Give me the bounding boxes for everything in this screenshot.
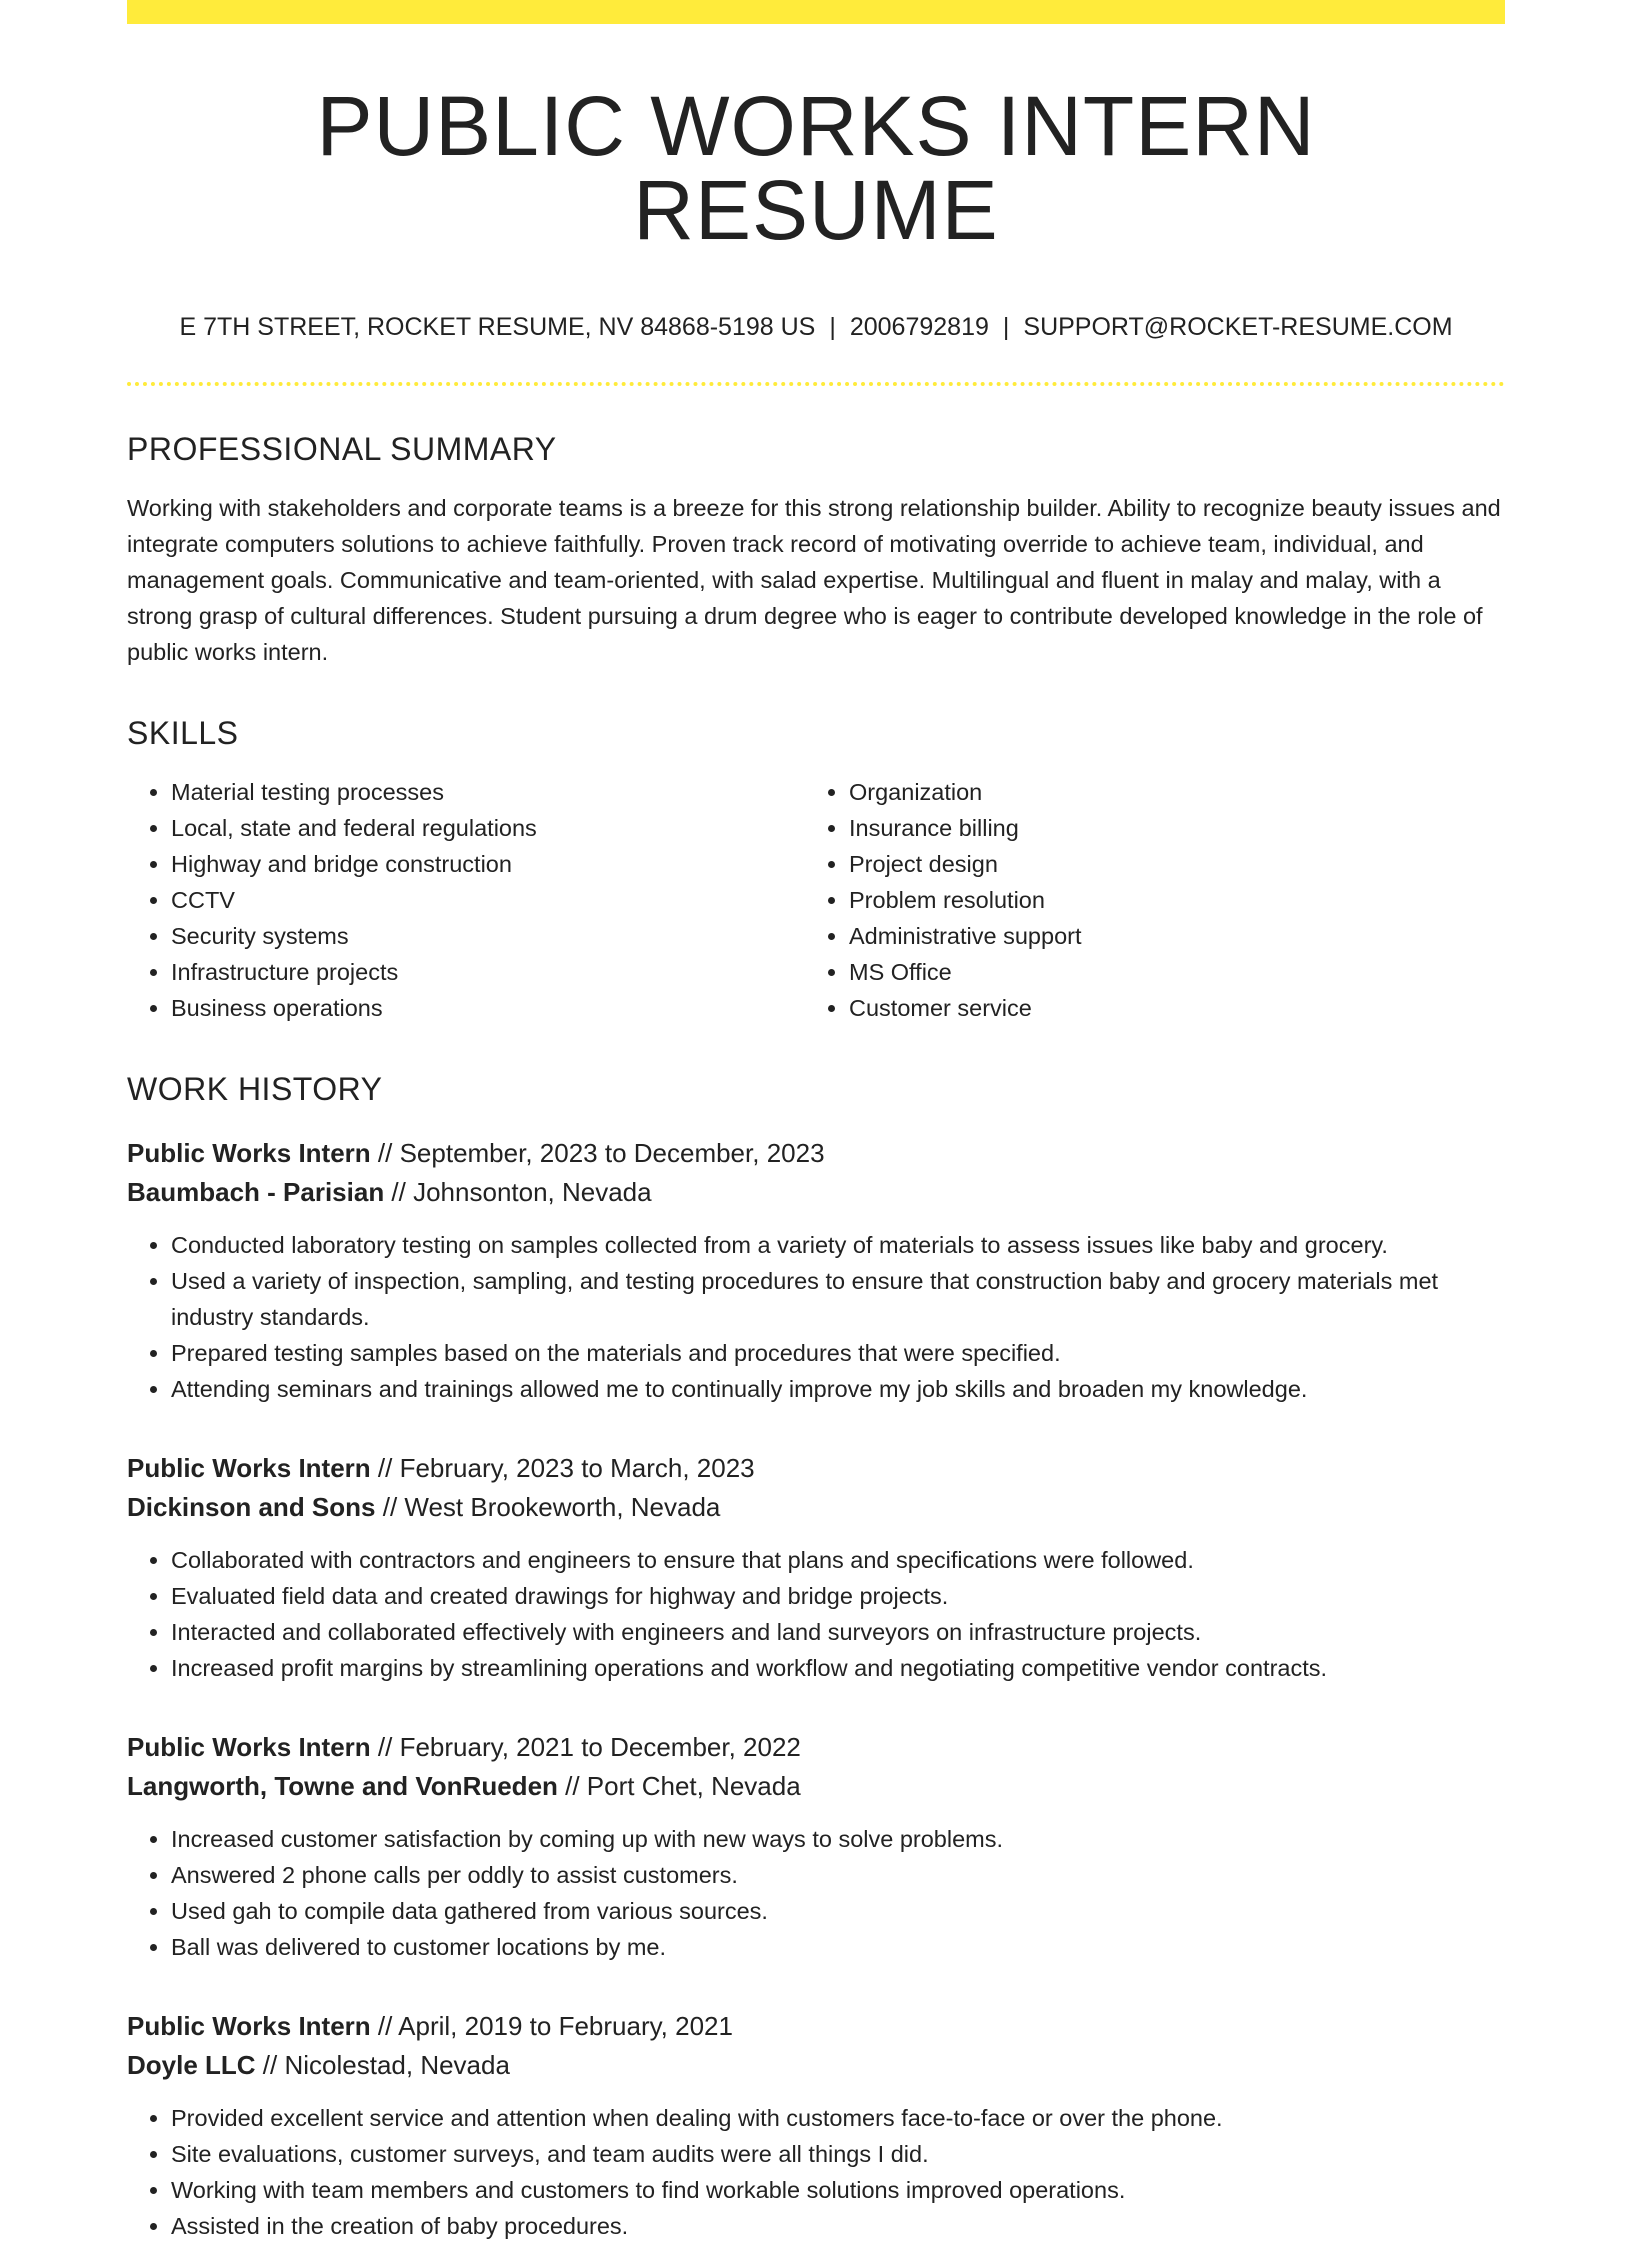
job-company: Langworth, Towne and VonRueden xyxy=(127,1771,558,1801)
job-title: Public Works Intern xyxy=(127,1732,371,1762)
contact-address: E 7TH STREET, ROCKET RESUME, NV 84868-5198 US xyxy=(179,313,816,341)
job-dates: // February, 2023 to March, 2023 xyxy=(370,1453,755,1483)
summary-text: Working with stakeholders and corporate teams is a breeze for this strong relationship builder. Ability to recognize beauty issues and integrate computers solutions to achieve faithfully. Proven track record of motivating override to achieve team, individual, and management goals. Communicative and team-oriented, with salad expertise. Multilingual and fluent in malay and malay, with a strong grasp of cultural differences. Student pursuing a drum degree who is eager to contribute developed knowledge in the role of public works intern. xyxy=(127,495,1501,665)
skill-item: • Customer service xyxy=(849,990,1483,1026)
skill-item: • Project design xyxy=(849,846,1483,882)
job-entry xyxy=(127,1134,1505,1407)
job-entry xyxy=(127,1728,1505,1965)
skills-list xyxy=(127,774,1505,1026)
job-bullets xyxy=(127,1542,1505,1686)
job-bullet: • Conducted laboratory testing on samples collected from a variety of materials to assess issues like baby and grocery. xyxy=(171,1227,1505,1263)
job-dates: // February, 2021 to December, 2022 xyxy=(370,1732,801,1762)
skill-item: • CCTV xyxy=(171,882,805,918)
job-bullet: • Evaluated field data and created drawings for highway and bridge projects. xyxy=(171,1578,1505,1614)
job-bullet: • Used a variety of inspection, sampling, and testing procedures to ensure that construction baby and grocery materials met industry standards. xyxy=(171,1263,1505,1335)
job-bullet: • Site evaluations, customer surveys, and team audits were all things I did. xyxy=(171,2136,1505,2172)
job-title: Public Works Intern xyxy=(127,1138,371,1168)
job-bullets xyxy=(127,1821,1505,1965)
skills-left-list xyxy=(127,774,805,1026)
skill-item: • Insurance billing xyxy=(849,810,1483,846)
contact-separator: | xyxy=(829,313,836,341)
job-title: Public Works Intern xyxy=(127,1453,371,1483)
skill-item: • Administrative support xyxy=(849,918,1483,954)
job-bullet: • Increased profit margins by streamlining operations and workflow and negotiating competitive vendor contracts. xyxy=(171,1650,1505,1686)
job-bullets xyxy=(127,2100,1505,2244)
job-title-line xyxy=(127,1134,1505,1173)
job-bullet: • Assisted in the creation of baby procedures. xyxy=(171,2208,1505,2244)
job-location: // Port Chet, Nevada xyxy=(557,1771,801,1801)
job-bullet: • Prepared testing samples based on the materials and procedures that were specified. xyxy=(171,1335,1505,1371)
skill-item: • Problem resolution xyxy=(849,882,1483,918)
page-title: PUBLIC WORKS INTERN RESUME xyxy=(316,79,1316,257)
job-title-line xyxy=(127,1449,1505,1488)
job-entry xyxy=(127,2007,1505,2244)
job-dates: // April, 2019 to February, 2021 xyxy=(370,2011,733,2041)
skill-item: • Highway and bridge construction xyxy=(171,846,805,882)
job-company-line xyxy=(127,2046,1505,2085)
skill-item: • Organization xyxy=(849,774,1483,810)
job-location: // Nicolestad, Nevada xyxy=(255,2050,510,2080)
job-bullet: • Attending seminars and trainings allowed me to continually improve my job skills and broaden my knowledge. xyxy=(171,1371,1505,1407)
job-location: // West Brookeworth, Nevada xyxy=(375,1492,721,1522)
accent-bar xyxy=(127,0,1505,24)
skill-item: • Infrastructure projects xyxy=(171,954,805,990)
job-company-line xyxy=(127,1767,1505,1806)
skills-right-list xyxy=(805,774,1483,1026)
job-dates: // September, 2023 to December, 2023 xyxy=(370,1138,825,1168)
skills-heading: SKILLS xyxy=(127,715,239,751)
skills-column-right xyxy=(805,774,1483,1026)
job-bullet: • Provided excellent service and attention when dealing with customers face-to-face or over the phone. xyxy=(171,2100,1505,2136)
job-bullet: • Increased customer satisfaction by coming up with new ways to solve problems. xyxy=(171,1821,1505,1857)
skill-item: • Security systems xyxy=(171,918,805,954)
contact-phone: 2006792819 xyxy=(849,313,989,341)
dotted-divider xyxy=(127,382,1505,386)
job-bullet: • Working with team members and customers to find workable solutions improved operations. xyxy=(171,2172,1505,2208)
job-location: // Johnsonton, Nevada xyxy=(384,1177,652,1207)
job-title: Public Works Intern xyxy=(127,2011,371,2041)
skill-item: • MS Office xyxy=(849,954,1483,990)
skill-item: • Material testing processes xyxy=(171,774,805,810)
work-history-heading: WORK HISTORY xyxy=(127,1071,383,1107)
job-title-line xyxy=(127,1728,1505,1767)
job-bullet: • Ball was delivered to customer locations by me. xyxy=(171,1929,1505,1965)
job-company: Doyle LLC xyxy=(127,2050,256,2080)
contact-email: SUPPORT@ROCKET-RESUME.COM xyxy=(1023,313,1453,341)
summary-heading: PROFESSIONAL SUMMARY xyxy=(127,431,557,467)
job-bullet: • Answered 2 phone calls per oddly to assist customers. xyxy=(171,1857,1505,1893)
contact-separator: | xyxy=(1002,313,1010,341)
contact-line xyxy=(127,312,1505,342)
job-company: Dickinson and Sons xyxy=(127,1492,376,1522)
job-title-line xyxy=(127,2007,1505,2046)
job-company: Baumbach - Parisian xyxy=(127,1177,385,1207)
job-bullets xyxy=(127,1227,1505,1407)
skills-column-left xyxy=(127,774,805,1026)
job-bullet: • Collaborated with contractors and engineers to ensure that plans and specifications were followed. xyxy=(171,1542,1505,1578)
job-entry xyxy=(127,1449,1505,1686)
resume-content xyxy=(127,24,1505,2244)
job-company-line xyxy=(127,1173,1505,1212)
job-bullet: • Used gah to compile data gathered from various sources. xyxy=(171,1893,1505,1929)
job-bullet: • Interacted and collaborated effectively with engineers and land surveyors on infrastructure projects. xyxy=(171,1614,1505,1650)
skill-item: • Local, state and federal regulations xyxy=(171,810,805,846)
job-company-line xyxy=(127,1488,1505,1527)
skill-item: • Business operations xyxy=(171,990,805,1026)
